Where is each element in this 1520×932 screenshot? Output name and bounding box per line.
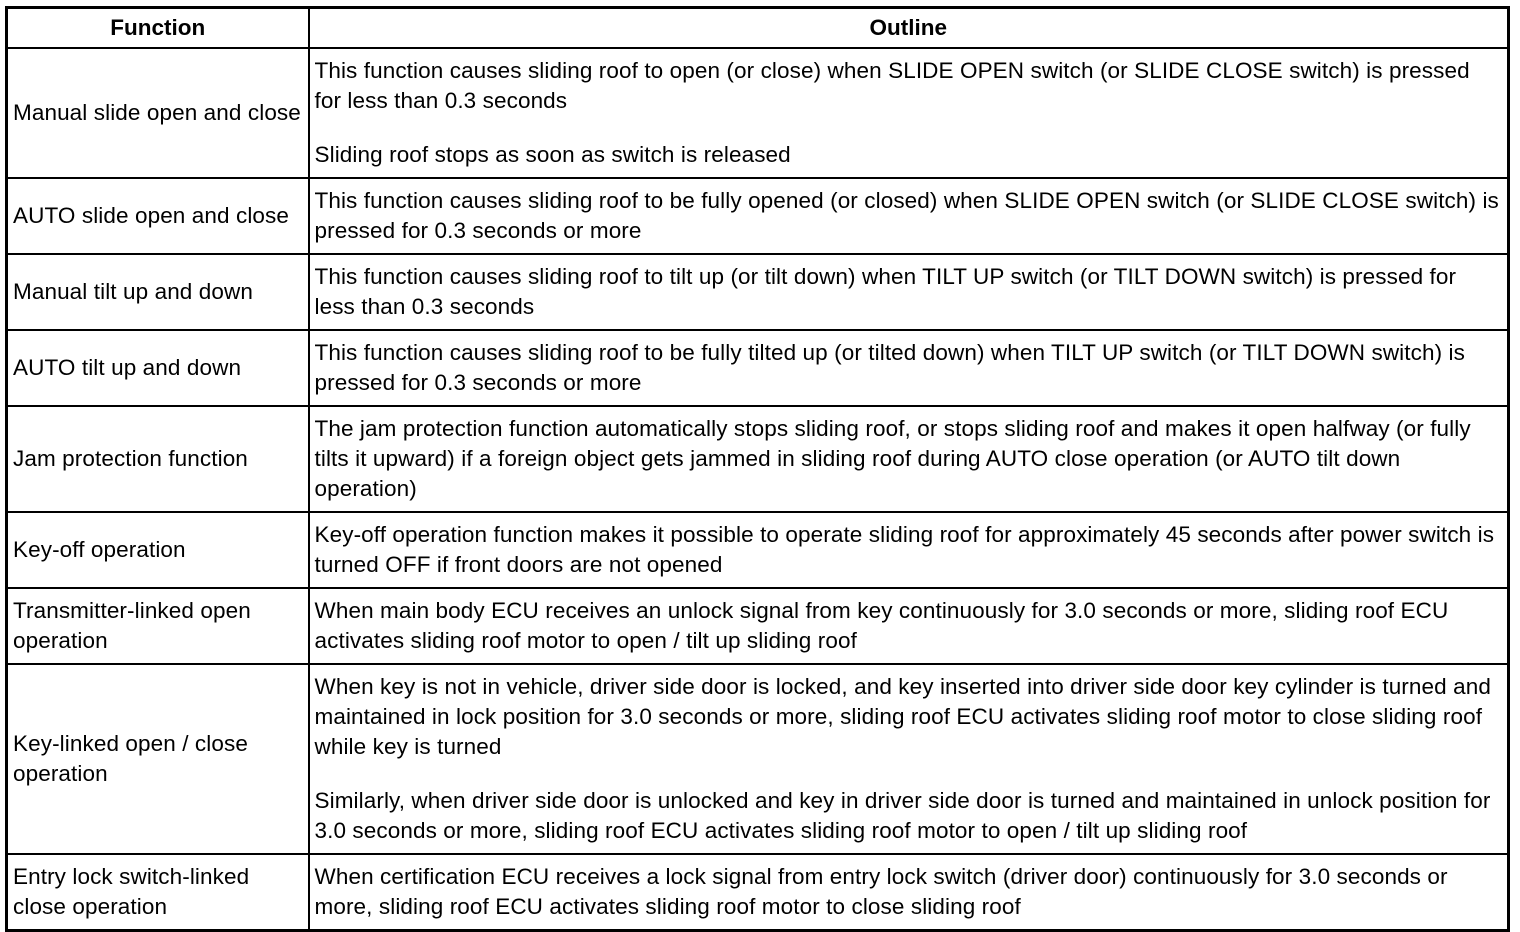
- outline-cell: [309, 588, 1509, 664]
- table-header: [7, 8, 1509, 49]
- table-row: [7, 178, 1509, 254]
- outline-paragraph: This function causes sliding roof to be fully opened (or closed) when SLIDE OPEN switch (or SLIDE CLOSE switch) is pressed for 0.3 seconds or more: [314, 188, 1499, 243]
- outline-paragraph: When main body ECU receives an unlock signal from key continuously for 3.0 seconds or more, sliding roof ECU activates sliding roof motor to open / tilt up sliding roof: [314, 598, 1449, 653]
- function-cell: Manual slide open and close: [7, 48, 309, 178]
- function-cell: Transmitter-linked open operation: [7, 588, 309, 664]
- function-cell: Jam protection function: [7, 406, 309, 512]
- header-row: [7, 8, 1509, 49]
- function-cell: Entry lock switch-linked close operation: [7, 854, 309, 931]
- outline-cell: [309, 512, 1509, 588]
- outline-paragraph: This function causes sliding roof to open (or close) when SLIDE OPEN switch (or SLIDE CLOSE switch) is pressed for less than 0.3 seconds: [314, 58, 1470, 113]
- table-row: [7, 48, 1509, 178]
- table-body: [7, 48, 1509, 931]
- table-row: [7, 406, 1509, 512]
- function-cell: Manual tilt up and down: [7, 254, 309, 330]
- outline-paragraph: Key-off operation function makes it possible to operate sliding roof for approximately 45 seconds after power switch is turned OFF if front doors are not opened: [314, 522, 1495, 577]
- outline-paragraph: When certification ECU receives a lock signal from entry lock switch (driver door) continuously for 3.0 seconds or more, sliding roof ECU activates sliding roof motor to close sliding roof: [314, 864, 1448, 919]
- outline-cell: [309, 406, 1509, 512]
- outline-cell: [309, 664, 1509, 854]
- table-row: [7, 854, 1509, 931]
- outline-paragraph: When key is not in vehicle, driver side door is locked, and key inserted into driver side door key cylinder is turned and maintained in lock position for 3.0 seconds or more, sliding roof ECU activates sliding roof motor to close sliding roof while key is turned: [314, 674, 1491, 759]
- outline-paragraph: Similarly, when driver side door is unlocked and key in driver side door is turned and maintained in unlock position for 3.0 seconds or more, sliding roof ECU activates sliding roof motor to open / tilt up sliding roof: [314, 788, 1491, 843]
- table-row: [7, 330, 1509, 406]
- function-outline-table: [5, 6, 1510, 932]
- outline-paragraph: The jam protection function automatically stops sliding roof, or stops sliding roof and makes it open halfway (or fully tilts it upward) if a foreign object gets jammed in sliding roof during AUTO close operation (or AUTO tilt down operation): [314, 416, 1471, 501]
- outline-paragraph: This function causes sliding roof to tilt up (or tilt down) when TILT UP switch (or TILT DOWN switch) is pressed for less than 0.3 seconds: [314, 264, 1457, 319]
- function-cell: AUTO tilt up and down: [7, 330, 309, 406]
- outline-paragraph: This function causes sliding roof to be fully tilted up (or tilted down) when TILT UP switch (or TILT DOWN switch) is pressed for 0.3 seconds or more: [314, 340, 1465, 395]
- table-row: [7, 254, 1509, 330]
- table-row: [7, 588, 1509, 664]
- header-outline: Outline: [309, 8, 1509, 49]
- outline-cell: [309, 48, 1509, 178]
- outline-cell: [309, 178, 1509, 254]
- function-cell: Key-linked open / close operation: [7, 664, 309, 854]
- outline-paragraph: Sliding roof stops as soon as switch is released: [314, 142, 791, 167]
- outline-cell: [309, 254, 1509, 330]
- table-row: [7, 512, 1509, 588]
- function-cell: Key-off operation: [7, 512, 309, 588]
- outline-cell: [309, 854, 1509, 931]
- header-function: Function: [7, 8, 309, 49]
- function-cell: AUTO slide open and close: [7, 178, 309, 254]
- table-row: [7, 664, 1509, 854]
- outline-cell: [309, 330, 1509, 406]
